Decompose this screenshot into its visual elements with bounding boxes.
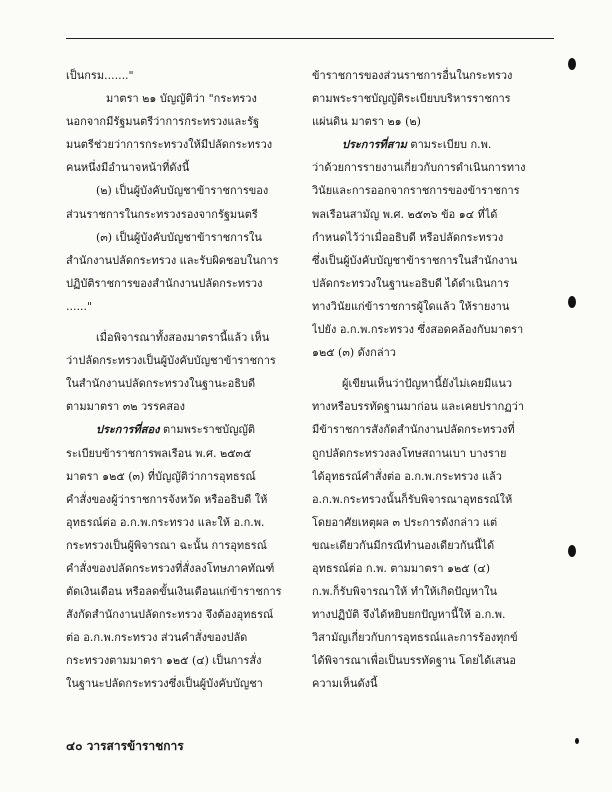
text-line: อุทธรณ์ต่อ ก.พ. ตามมาตรา ๑๒๕ (๔) <box>312 561 491 575</box>
text-line: ก.พ.ก็รับพิจารณาให้ ทำให้เกิดปัญหาใน <box>312 585 498 599</box>
text-line: เป็นกรม......." <box>66 69 134 82</box>
text-line: ทางหรือบรรทัดฐานมาก่อน และเคยปรากฏว่า <box>312 400 525 414</box>
text-line: ความเห็นดังนี้ <box>312 677 378 691</box>
text-line: อุทธรณ์ต่อ อ.ก.พ.กระทรวง และให้ อ.ก.พ. <box>66 515 265 529</box>
text-line: ระเบียบข้าราชการพลเรือน พ.ศ. ๒๕๓๕ <box>66 446 252 460</box>
text-line: ......" <box>66 299 93 313</box>
right-column <box>312 64 544 696</box>
paragraph-heading-line <box>312 133 544 156</box>
text-line: กระทรวงเป็นผู้พิจารณา ฉะนั้น การอุทธรณ์ <box>66 538 267 552</box>
text-line: ข้าราชการของส่วนราชการอื่นในกระทรวง <box>312 69 513 82</box>
text-line: ๑๒๕ (๓) ดังกล่าว <box>312 346 396 360</box>
text-line: แผ่นดิน มาตรา ๒๑ (๒) <box>312 115 421 129</box>
text-line: คำสั่งของปลัดกระทรวงที่สั่งลงโทษภาคทัณฑ์ <box>66 561 275 575</box>
text-line: ได้อุทธรณ์คำสั่งต่อ อ.ก.พ.กระทรวง แล้ว <box>312 469 502 483</box>
text-line: กระทรวงตามมาตรา ๑๒๕ (๔) เป็นการสั่ง <box>66 654 262 668</box>
text-line: เมื่อพิจารณาทั้งสองมาตรานี้แล้ว เห็น <box>96 331 270 345</box>
text-line: ตามพระราชบัญญัติระเบียบบริหารราชการ <box>312 92 511 106</box>
text-line: ว่าปลัดกระทรวงเป็นผู้บังคับบัญชาข้าราชการ <box>66 354 276 368</box>
left-column <box>66 64 298 696</box>
text-line: มาตรา ๑๒๕ (๓) ที่บัญญัติว่าการอุทธรณ์ <box>66 469 256 483</box>
text-line: คนหนึ่งมีอำนาจหน้าที่ดังนี้ <box>66 161 190 175</box>
text-line: สังกัดสำนักงานปลัดกระทรวง จึงต้องอุทธรณ์ <box>66 608 274 622</box>
text-line: วิสามัญเกี่ยวกับการอุทธรณ์และการร้องทุกข์ <box>312 631 518 645</box>
text-line: ทางปฏิบัติ จึงได้หยิบยกปัญหานี้ให้ อ.ก.พ. <box>312 608 506 622</box>
text-line: ตามมาตรา ๓๒ วรรคสอง <box>66 400 186 414</box>
text-line: ว่าด้วยการรายงานเกี่ยวกับการดำเนินการทาง <box>312 161 526 175</box>
text-line: ไปยัง อ.ก.พ.กระทรวง ซึ่งสอดคล้องกับมาตรา <box>312 323 524 337</box>
top-rule <box>66 38 554 39</box>
text-fragment: ตามพระราชบัญญัติ <box>159 423 256 437</box>
text-line: ผู้เขียนเห็นว่าปัญหานี้ยังไม่เคยมีแนว <box>342 377 513 391</box>
page-footer <box>66 737 184 756</box>
text-line: พลเรือนสามัญ พ.ศ. ๒๕๓๖ ข้อ ๑๔ ที่ได้ <box>312 207 498 221</box>
text-line: (๒) เป็นผู้บังคับบัญชาข้าราชการของ <box>96 184 269 198</box>
text-line: ตัดเงินเดือน หรือลดขั้นเงินเดือนแก่ข้าราชการ <box>66 585 282 599</box>
text-line: โดยอาศัยเหตุผล ๓ ประการดังกล่าว แต่ <box>312 515 498 529</box>
text-line: สำนักงานปลัดกระทรวง และรับผิดชอบในการ <box>66 253 279 267</box>
punch-hole-mark <box>568 545 576 557</box>
page-number: ๔๐ <box>66 739 83 753</box>
paragraph-heading: ประการที่สอง <box>96 423 160 437</box>
text-line: นอกจากมีรัฐมนตรีว่าการกระทรวงและรัฐ <box>66 115 260 129</box>
text-line: กำหนดไว้ว่าเมื่ออธิบดี หรือปลัดกระทรวง <box>312 230 504 244</box>
text-line: ในฐานะปลัดกระทรวงซึ่งเป็นผู้บังคับบัญชา <box>66 677 263 691</box>
text-line: มีข้าราชการสังกัดสำนักงานปลัดกระทรวงที่ <box>312 423 515 437</box>
paragraph-heading-line <box>66 418 298 441</box>
journal-name: วารสารข้าราชการ <box>86 739 184 753</box>
text-line: ได้พิจารณาเพื่อเป็นบรรทัดฐาน โดยได้เสนอ <box>312 654 516 668</box>
text-line: ถูกปลัดกระทรวงลงโทษสถานเบา บางราย <box>312 446 507 460</box>
scan-speck <box>575 738 579 744</box>
text-line: ปลัดกระทรวงในฐานะอธิบดี ได้ดำเนินการ <box>312 276 510 290</box>
text-line: ต่อ อ.ก.พ.กระทรวง ส่วนคำสั่งของปลัด <box>66 631 248 645</box>
text-line: ส่วนราชการในกระทรวงรองจากรัฐมนตรี <box>66 207 258 221</box>
text-line: วินัยและการออกจากราชการของข้าราชการ <box>312 184 520 198</box>
text-line: มนตรีช่วยว่าการกระทรวงให้มีปลัดกระทรวง <box>66 138 273 152</box>
text-line: คำสั่งของผู้ว่าราชการจังหวัด หรืออธิบดี ให้ <box>66 492 268 506</box>
text-line: ทางวินัยแก่ข้าราชการผู้ใดแล้ว ให้รายงาน <box>312 299 510 313</box>
punch-hole-mark <box>568 58 576 70</box>
punch-hole-mark <box>568 296 576 308</box>
text-line: ขณะเดียวกันมีกรณีทำนองเดียวกันนี้ได้ <box>312 538 495 552</box>
text-line: ปฏิบัติราชการของสำนักงานปลัดกระทรวง <box>66 276 263 290</box>
paragraph-heading: ประการที่สาม <box>342 138 407 152</box>
text-line: มาตรา ๒๑ บัญญัติว่า "กระทรวง <box>106 92 257 106</box>
text-line: ซึ่งเป็นผู้บังคับบัญชาข้าราชการในสำนักงาน <box>312 253 518 267</box>
text-line: อ.ก.พ.กระทรวงนั้นก็รับพิจารณาอุทธรณ์ให้ <box>312 492 513 506</box>
text-line: (๓) เป็นผู้บังคับบัญชาข้าราชการใน <box>96 230 262 244</box>
text-fragment: ตามระเบียบ ก.พ. <box>406 138 492 152</box>
text-line: ในสำนักงานปลัดกระทรวงในฐานะอธิบดี <box>66 377 256 391</box>
